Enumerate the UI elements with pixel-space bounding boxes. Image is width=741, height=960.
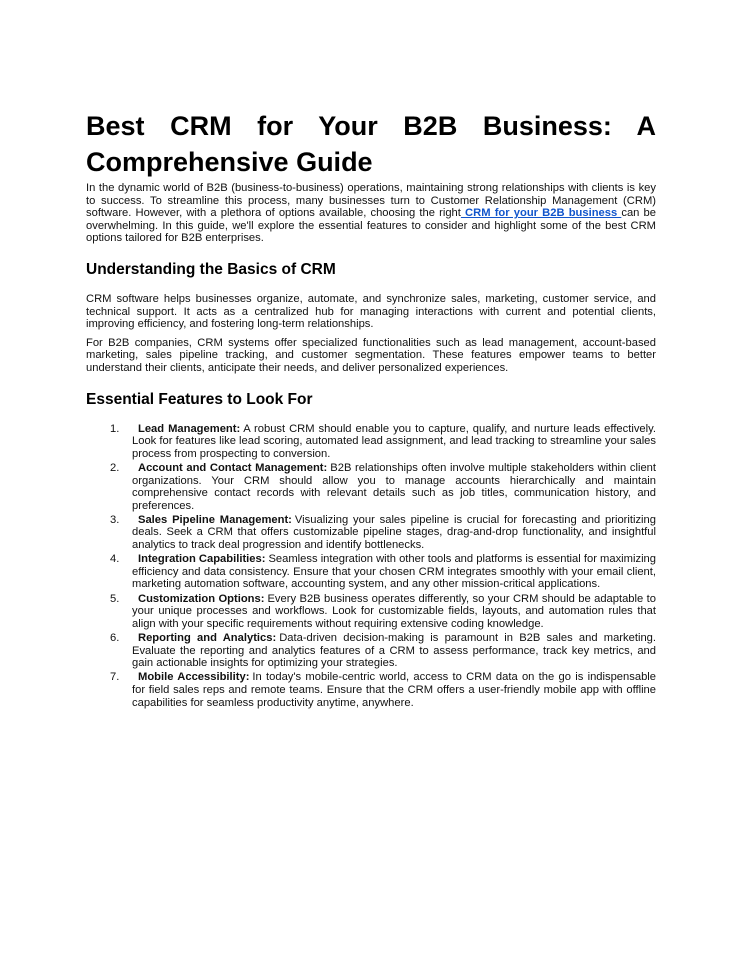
list-item — [86, 593, 656, 631]
list-item — [86, 462, 656, 512]
feature-text: A robust CRM should enable you to capture, qualify, and nurture leads effectively. Look for features like lead scoring, automated lead assignment, and lead tracking to streamline your sales process from prospecting to conversion. — [132, 422, 657, 460]
list-number: 4. — [110, 553, 120, 566]
list-item — [86, 553, 656, 591]
feature-title: Customization Options: — [138, 592, 265, 605]
basics-paragraph-1: CRM software helps businesses organize, automate, and synchronize sales, marketing, customer service, and technical support. It acts as a centralized hub for managing interactions with current and potential clients, improving efficiency, and fostering long-term relationships. — [86, 292, 656, 331]
features-list — [86, 423, 656, 710]
features-heading: Essential Features to Look For — [86, 390, 313, 408]
list-number: 5. — [110, 592, 120, 605]
list-item — [86, 514, 656, 552]
basics-paragraph-2: For B2B companies, CRM systems offer specialized functionalities such as lead management, account-based marketing, sales pipeline tracking, and customer segmentation. These features empower teams to better understand their clients, anticipate their needs, and deliver personalized experiences. — [86, 336, 656, 374]
document-page — [86, 108, 656, 711]
feature-text: B2B relationships often involve multiple stakeholders within client organizations. Your CRM should allow you to manage accounts hierarchically and maintain comprehensive contact records with relevant details such as job titles, communication history, and preferences. — [132, 461, 656, 512]
page-title: Best CRM for Your B2B Business: A Comprehensive Guide — [86, 111, 656, 177]
list-number: 1. — [110, 422, 120, 435]
feature-text: Seamless integration with other tools and platforms is essential for maximizing efficiency and data consistency. Ensure that your chosen CRM integrates smoothly with your email client, marketing automation software, accounting system, and any other mission-critical applications. — [132, 553, 656, 591]
feature-title: Sales Pipeline Management: — [138, 513, 292, 526]
feature-title: Integration Capabilities: — [138, 553, 266, 566]
feature-title: Account and Contact Management: — [138, 461, 328, 474]
feature-title: Reporting and Analytics: — [138, 632, 277, 644]
feature-text: Every B2B business operates differently, so your CRM should be adaptable to your unique processes and workflows. Look for customizable fields, layouts, and automation rules that align with your specific requirements without requiring extensive coding knowledge. — [132, 592, 656, 630]
intro-paragraph — [86, 182, 656, 245]
list-item — [86, 671, 656, 709]
feature-title: Mobile Accessibility: — [138, 671, 250, 684]
list-number: 2. — [110, 461, 120, 474]
feature-text: Data-driven decision-making is paramount in B2B sales and marketing. Evaluate the reporting and analytics features of a CRM to assess performance, track key metrics, and gain actionable insights for optimizing your strategies. — [132, 632, 656, 670]
basics-heading: Understanding the Basics of CRM — [86, 260, 336, 278]
feature-text: In today's mobile-centric world, access to CRM data on the go is indispensable for field sales reps and remote teams. Ensure that the CRM offers a user-friendly mobile app with offline capabilities for seamless productivity anytime, anywhere. — [132, 671, 656, 709]
list-number: 7. — [110, 671, 120, 684]
intro-text-before: In the dynamic world of B2B (business-to-business) operations, maintaining strong relationships with clients is key to success. To streamline this process, many businesses turn to Customer Relationship Management (CRM) software. However, with a plethora of options available, choosing the right — [86, 182, 656, 220]
list-number: 3. — [110, 513, 120, 526]
list-number: 6. — [110, 632, 120, 644]
list-item — [86, 632, 656, 670]
list-item — [86, 423, 656, 461]
crm-link[interactable]: CRM for your B2B business — [460, 207, 622, 220]
feature-text: Visualizing your sales pipeline is crucial for forecasting and prioritizing deals. Seek a CRM that offers customizable pipeline stages, drag-and-drop functionality, and insightful analytics to track deal progression and identify bottlenecks. — [132, 513, 656, 552]
intro-text-after: can be overwhelming. In this guide, we'll explore the essential features to consider and highlight some of the best CRM options tailored for B2B enterprises. — [86, 207, 656, 245]
feature-title: Lead Management: — [138, 422, 241, 435]
